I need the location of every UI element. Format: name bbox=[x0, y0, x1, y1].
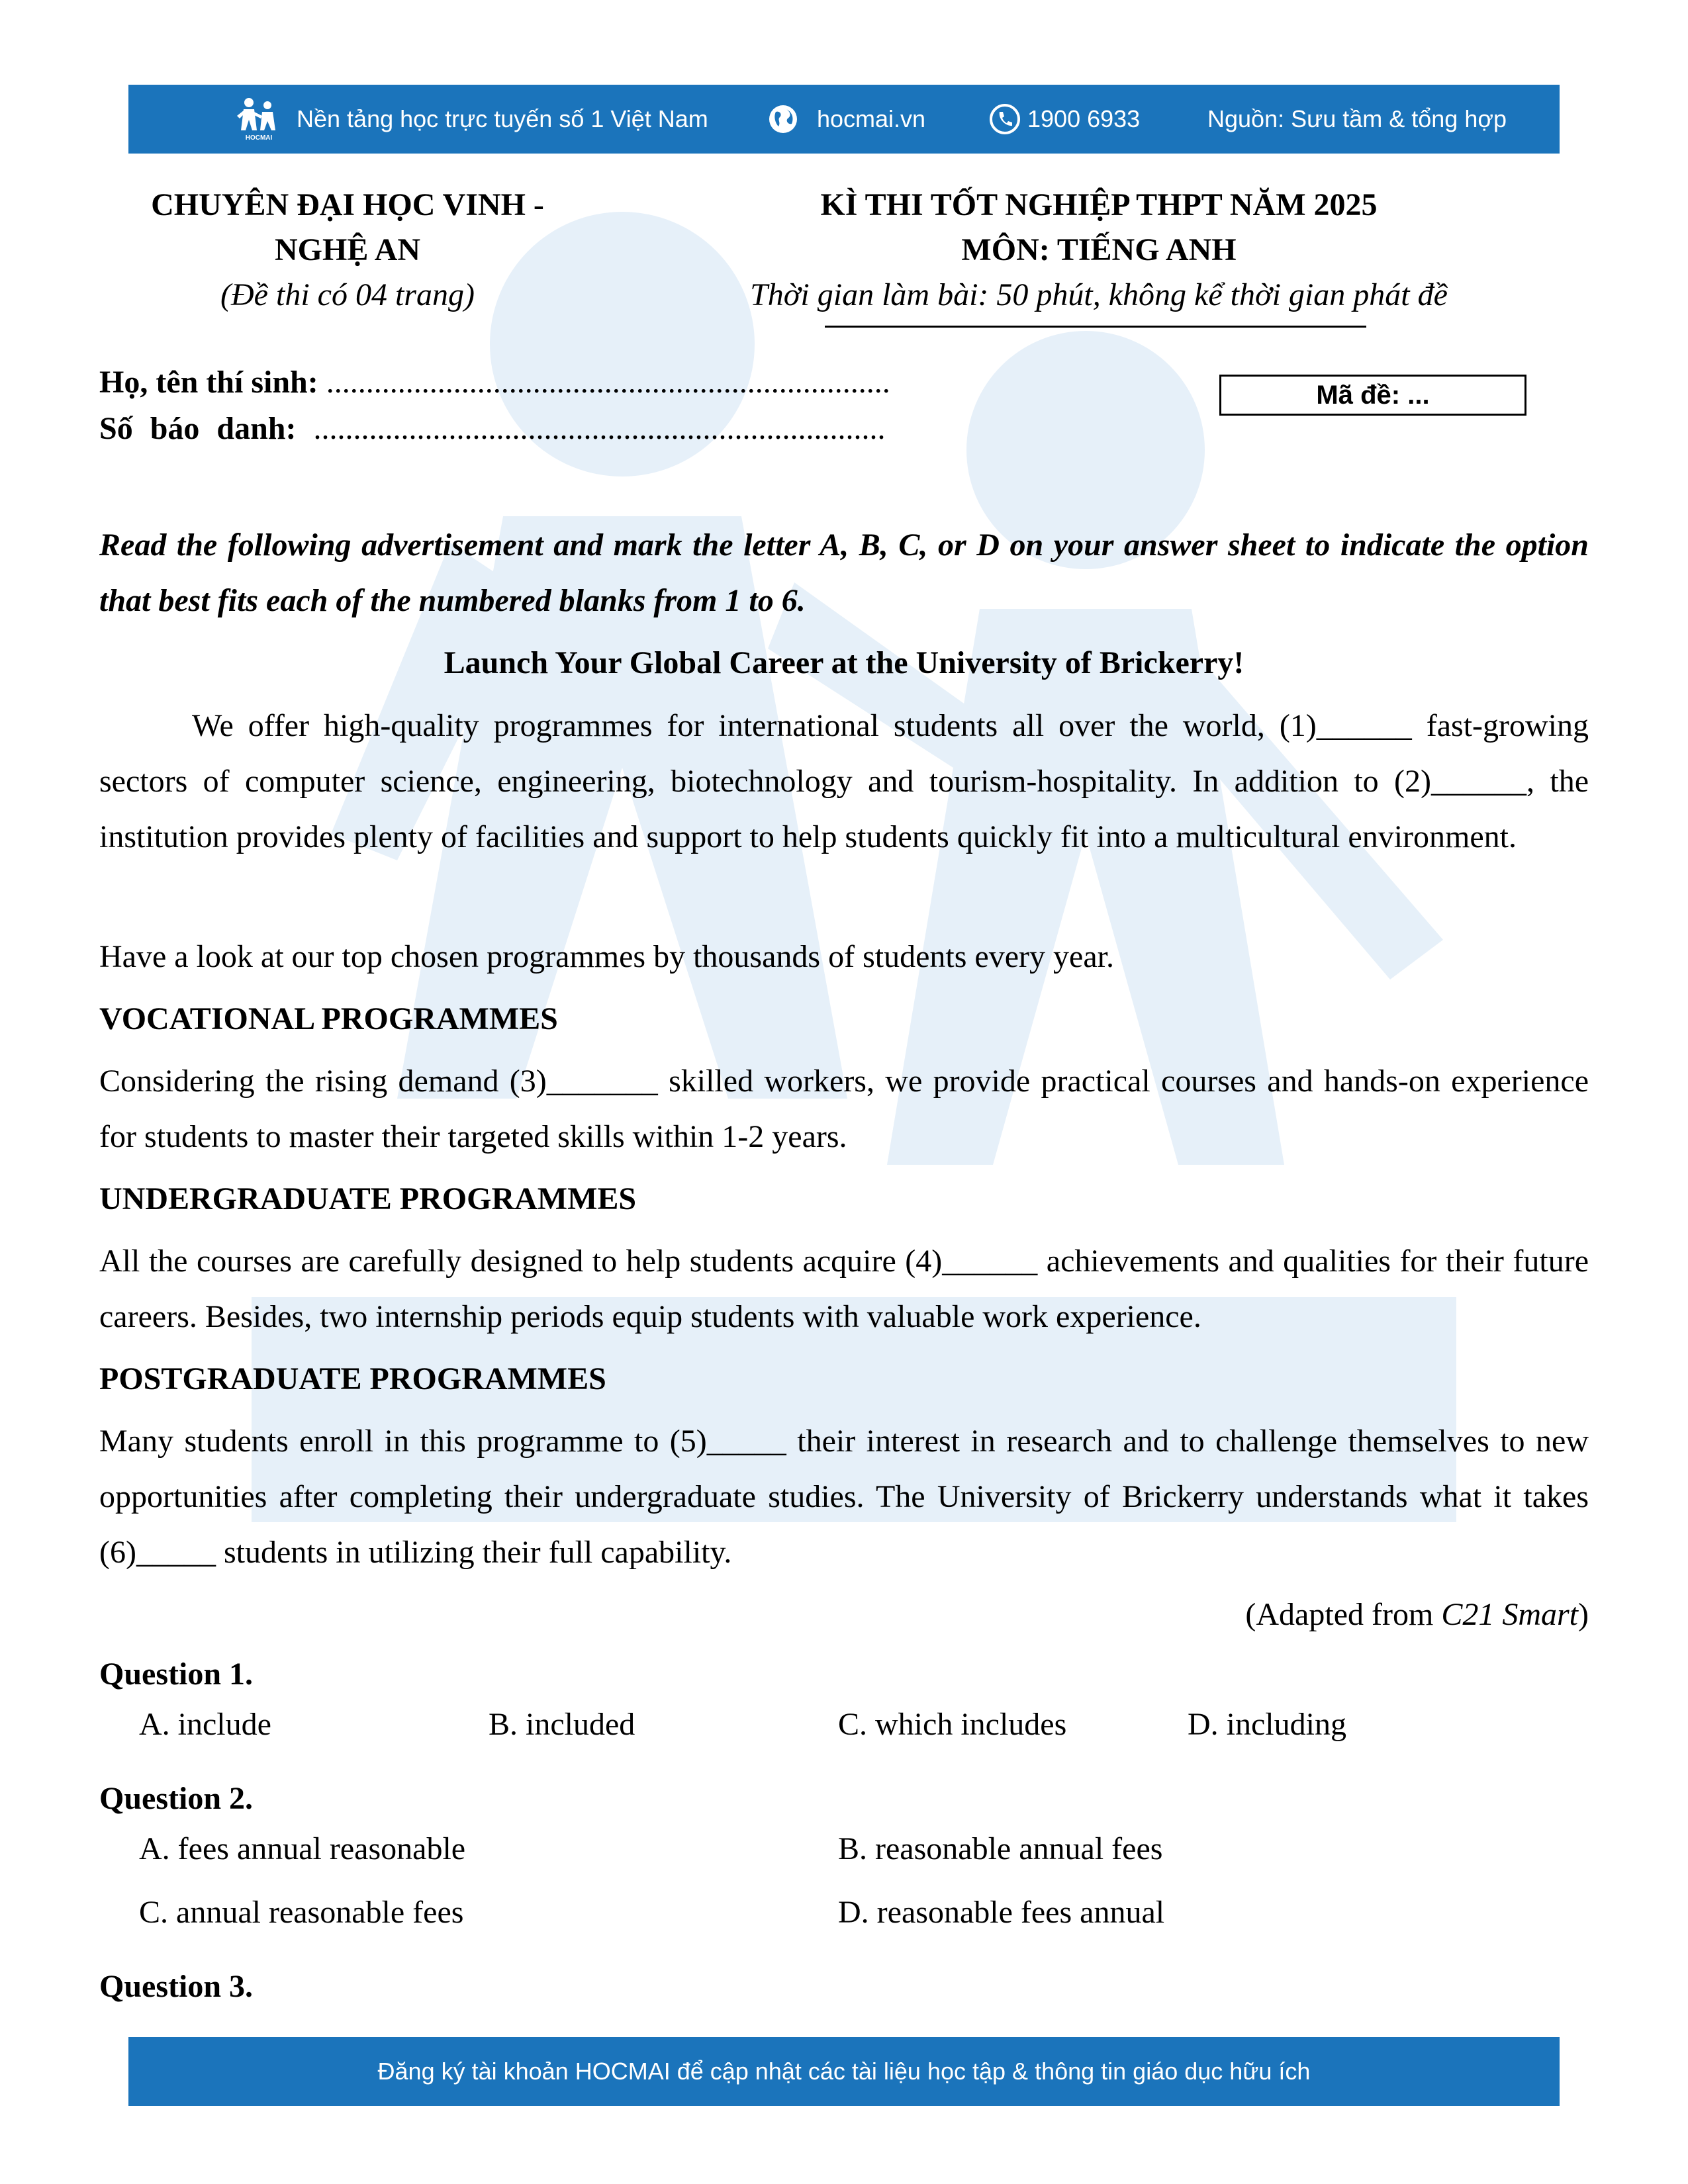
source-prefix: (Adapted from bbox=[1245, 1597, 1442, 1632]
q1-option-b[interactable]: B. included bbox=[489, 1707, 635, 1742]
top-banner bbox=[128, 85, 1560, 154]
source-name: C21 Smart bbox=[1441, 1597, 1579, 1632]
source-note: Nguồn: Sưu tầm & tổng hợp bbox=[1207, 105, 1507, 132]
svg-text:HOCMAI: HOCMAI bbox=[245, 134, 273, 142]
candidate-name-label: Họ, tên thí sinh: bbox=[99, 365, 318, 400]
heading-postgraduate: POSTGRADUATE PROGRAMMES bbox=[99, 1361, 606, 1396]
q2-option-d[interactable]: D. reasonable fees annual bbox=[838, 1895, 1165, 1930]
school-name-line2: NGHỆ AN bbox=[274, 232, 421, 267]
exam-code-box: Mã đề: ... bbox=[1219, 375, 1526, 416]
q2-option-a[interactable]: A. fees annual reasonable bbox=[139, 1831, 466, 1866]
logo bbox=[234, 85, 283, 154]
page-count-note: (Đề thi có 04 trang) bbox=[220, 277, 475, 312]
passage-paragraph-4: All the courses are carefully designed to help students acquire (4)______ achievements and qualities for their future careers. Besides, two internship periods equip students with valuable work experience. bbox=[99, 1244, 1589, 1334]
slogan: Nền tảng học trực tuyến số 1 Việt Nam bbox=[297, 105, 708, 132]
question-1-label: Question 1. bbox=[99, 1657, 254, 1692]
passage-title: Launch Your Global Career at the University of Brickerry! bbox=[444, 645, 1244, 680]
website-text[interactable]: hocmai.vn bbox=[817, 105, 926, 132]
phone-link[interactable] bbox=[989, 85, 1140, 154]
heading-undergraduate: UNDERGRADUATE PROGRAMMES bbox=[99, 1181, 637, 1216]
passage-paragraph-2: Have a look at our top chosen programmes by thousands of students every year. bbox=[99, 939, 1114, 974]
globe-icon bbox=[768, 104, 798, 134]
bottom-banner bbox=[128, 2037, 1560, 2106]
q1-option-c[interactable]: C. which includes bbox=[838, 1707, 1067, 1742]
candidate-id-field[interactable] bbox=[99, 410, 885, 447]
exam-subject: MÔN: TIẾNG ANH bbox=[961, 232, 1237, 267]
candidate-id-dots[interactable]: ........................................................................ bbox=[313, 411, 886, 446]
bottom-banner-text[interactable]: Đăng ký tài khoản HOCMAI để cập nhật các tài liệu học tập & thông tin giáo dục hữu ích bbox=[377, 2058, 1311, 2085]
exam-title: KÌ THI TỐT NGHIỆP THPT NĂM 2025 bbox=[820, 187, 1378, 222]
exam-time: Thời gian làm bài: 50 phút, không kể thời gian phát đề bbox=[750, 277, 1448, 312]
candidate-id-label: Số báo danh: bbox=[99, 411, 297, 446]
q2-option-b[interactable]: B. reasonable annual fees bbox=[838, 1831, 1163, 1866]
instruction: Read the following advertisement and mark the letter A, B, C, or D on your answer sheet to indicate the option that best fits each of the numbered blanks from 1 to 6. bbox=[99, 527, 1589, 618]
passage-paragraph-3: Considering the rising demand (3)_______ skilled workers, we provide practical courses and hands-on experience for students to master their targeted skills within 1-2 years. bbox=[99, 1064, 1589, 1154]
header-underline bbox=[825, 326, 1366, 328]
website-link[interactable] bbox=[768, 85, 925, 154]
q1-option-a[interactable]: A. include bbox=[139, 1707, 271, 1742]
candidate-name-field[interactable] bbox=[99, 364, 890, 400]
school-name-line1: CHUYÊN ĐẠI HỌC VINH - bbox=[151, 187, 544, 222]
passage-paragraph-5: Many students enroll in this programme to (5)_____ their interest in research and to challenge themselves to new opportunities after completing their undergraduate studies. The University of Brickerry understands what it takes (6)_____ students in utilizing their full capability. bbox=[99, 1424, 1589, 1570]
hocmai-logo-icon bbox=[234, 96, 283, 142]
phone-text[interactable]: 1900 6933 bbox=[1027, 105, 1141, 132]
phone-icon bbox=[989, 103, 1021, 135]
question-3-label: Question 3. bbox=[99, 1969, 254, 2004]
passage-source bbox=[99, 1587, 1589, 1643]
heading-vocational: VOCATIONAL PROGRAMMES bbox=[99, 1001, 558, 1036]
source-suffix: ) bbox=[1578, 1597, 1589, 1632]
question-2-label: Question 2. bbox=[99, 1781, 254, 1816]
q2-option-c[interactable]: C. annual reasonable fees bbox=[139, 1895, 464, 1930]
candidate-name-dots[interactable]: ....................................................................... bbox=[326, 365, 890, 400]
q1-option-d[interactable]: D. including bbox=[1188, 1707, 1346, 1742]
passage-paragraph-1: We offer high-quality programmes for international students all over the world, (1)______ fast-growing sectors of computer science, engineering, biotechnology and tourism-hospitality. In addition to (2)______, the institution provides plenty of facilities and support to help students quickly fit into a multicultural environment. bbox=[99, 708, 1589, 854]
